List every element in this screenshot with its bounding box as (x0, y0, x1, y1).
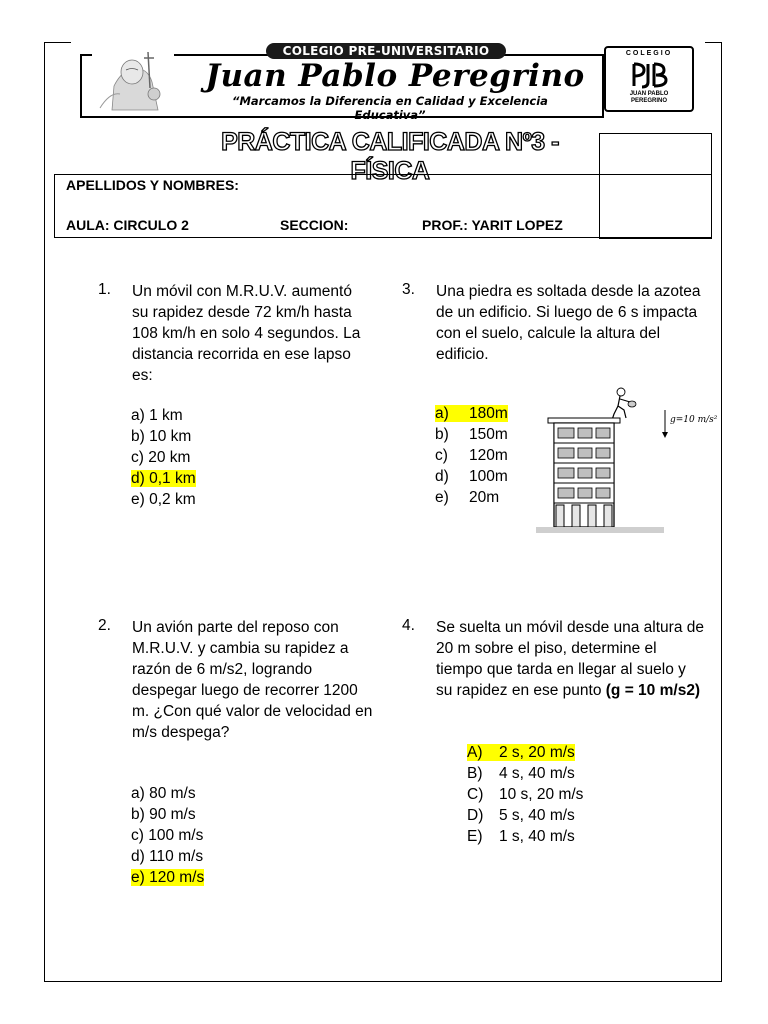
question-1-text: Un móvil con M.R.U.V. aumentó su rapidez desde 72 km/h hasta 108 km/h en solo 4 segundos. La distancia recorrida en ese lapso es: (132, 283, 361, 384)
option-highlighted[interactable]: d) 0,1 km (131, 470, 196, 487)
frame-top-left (44, 42, 71, 43)
question-2-options (131, 783, 204, 888)
option[interactable]: b) 90 m/s (131, 806, 196, 823)
option[interactable]: d) 110 m/s (131, 848, 204, 865)
building-figure (530, 380, 730, 540)
question-4-options (467, 742, 583, 847)
option[interactable]: e) 0,2 km (131, 491, 196, 508)
question-3-number: 3. (402, 281, 415, 298)
option[interactable]: D) 5 s, 40 m/s (467, 807, 575, 824)
school-logo (604, 46, 694, 112)
option[interactable]: a) 1 km (131, 407, 183, 424)
option[interactable]: c) 120m (435, 447, 508, 464)
pope-portrait-image (92, 48, 174, 112)
question-4-number: 4. (402, 617, 415, 634)
option[interactable]: a) 80 m/s (131, 785, 196, 802)
school-banner-pill: COLEGIO PRE-UNIVERSITARIO (266, 43, 506, 59)
logo-top-text: COLEGIO (625, 50, 673, 57)
monogram-icon (626, 60, 672, 90)
option[interactable]: C) 10 s, 20 m/s (467, 786, 584, 803)
option-highlighted[interactable]: a) 180m (435, 405, 508, 422)
question-2-number: 2. (98, 617, 111, 634)
option[interactable]: c) 20 km (131, 449, 191, 466)
option[interactable]: b) 150m (435, 426, 508, 443)
question-3-options (435, 403, 508, 508)
names-label: APELLIDOS Y NOMBRES: (66, 177, 239, 193)
question-2-text: Un avión parte del reposo con M.R.U.V. y cambia su rapidez a razón de 6 m/s2, logrando despegar luego de recorrer 1200 m. ¿Con qué valor de velocidad en m/s despega? (132, 619, 373, 741)
option[interactable]: B) 4 s, 40 m/s (467, 765, 575, 782)
gravity-label: g=10 m/s² (670, 415, 718, 425)
school-name: Juan Pablo Peregrino (205, 58, 585, 94)
option-highlighted[interactable]: A) 2 s, 20 m/s (467, 744, 575, 761)
option[interactable]: d) 100m (435, 468, 508, 485)
option[interactable]: e) 20m (435, 489, 500, 506)
question-1-number: 1. (98, 281, 111, 298)
logo-bottom-text: JUAN PABLO PEREGRINO (629, 91, 669, 104)
seccion-label: SECCION: (280, 217, 349, 233)
question-1-options (131, 405, 196, 510)
option-highlighted[interactable]: e) 120 m/s (131, 869, 205, 886)
question-4-text: Se suelta un móvil desde una altura de 20 m sobre el piso, determine el tiempo que tarda en llegar al suelo y su rapidez en ese punto (g = 10 m/s2) (436, 619, 704, 699)
question-3-text: Una piedra es soltada desde la azotea de un edificio. Si luego de 6 s impacta con el suelo, calcule la altura del edificio. (436, 283, 701, 363)
school-slogan: “Marcamos la Diferencia en Calidad y Excelencia Educativa” (232, 94, 548, 122)
option[interactable]: b) 10 km (131, 428, 192, 445)
frame-top-right (705, 42, 722, 43)
option[interactable]: c) 100 m/s (131, 827, 204, 844)
prof-label: PROF.: YARIT LOPEZ (422, 217, 563, 233)
aula-label: AULA: CIRCULO 2 (66, 217, 189, 233)
practice-title: PRÁCTICA CALIFICADA Nº3 - FÍSICA (221, 128, 559, 185)
option[interactable]: E) 1 s, 40 m/s (467, 828, 575, 845)
